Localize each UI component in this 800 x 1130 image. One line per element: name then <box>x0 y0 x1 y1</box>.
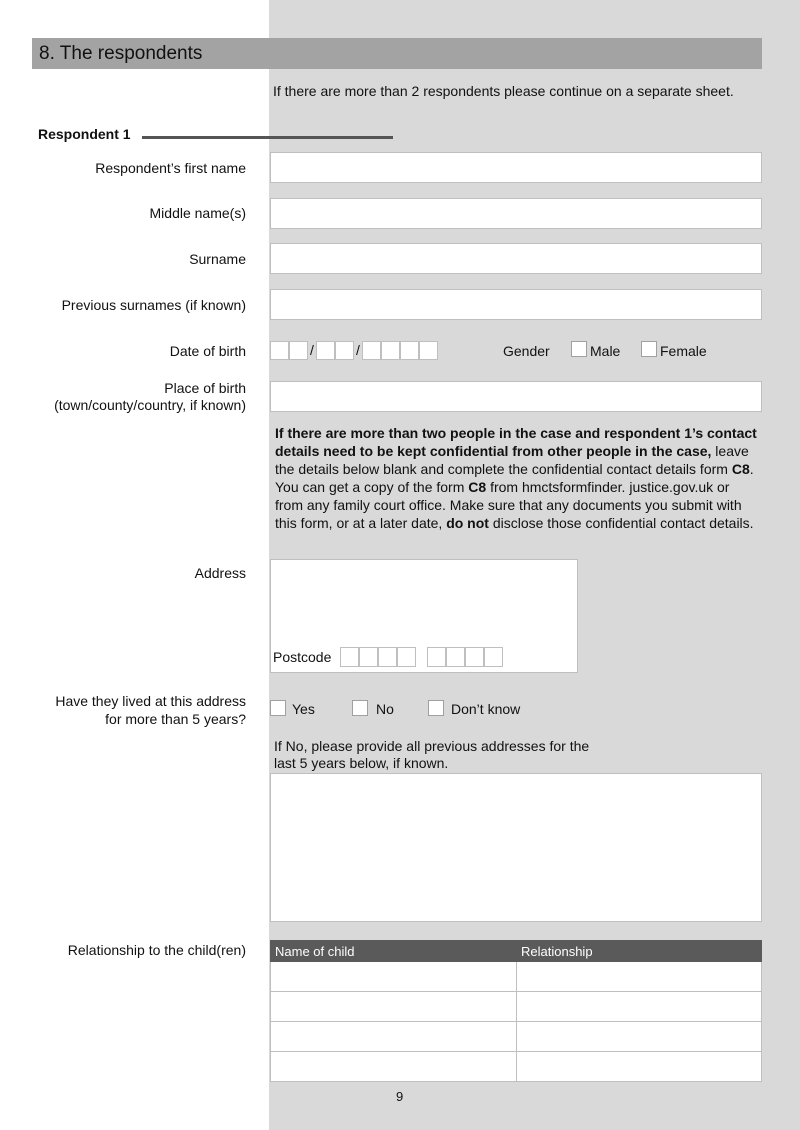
table-row[interactable] <box>270 1052 762 1082</box>
confidential-details-note <box>275 424 759 532</box>
gender-label: Gender <box>503 343 550 359</box>
respondent-heading: Respondent 1 <box>38 126 131 142</box>
surname-label: Surname <box>189 251 246 267</box>
page-number: 9 <box>396 1089 404 1104</box>
middle-names-field[interactable] <box>270 198 762 229</box>
postcode-char-box[interactable] <box>359 647 378 667</box>
dob-separator: / <box>310 342 314 358</box>
previous-surnames-field[interactable] <box>270 289 762 320</box>
relationship-label: Relationship to the child(ren) <box>67 942 246 958</box>
lived-at-address-label: Have they lived at this address <box>55 693 246 709</box>
gender-male-checkbox[interactable] <box>571 341 587 357</box>
postcode-char-box[interactable] <box>397 647 416 667</box>
do-not-emphasis: do not <box>446 515 489 531</box>
lived-yes-label: Yes <box>292 701 315 717</box>
postcode-label: Postcode <box>273 649 332 665</box>
postcode-char-box[interactable] <box>465 647 484 667</box>
lived-dont-know-label: Don’t know <box>451 701 521 717</box>
date-of-birth-label: Date of birth <box>169 343 246 359</box>
dob-separator: / <box>356 342 360 358</box>
table-row[interactable] <box>270 992 762 1022</box>
postcode-char-box[interactable] <box>484 647 503 667</box>
relationship-table-header <box>270 940 762 962</box>
dob-year-digit-1[interactable] <box>362 341 381 360</box>
middle-names-label: Middle name(s) <box>149 205 246 221</box>
dob-day-digit-2[interactable] <box>289 341 308 360</box>
postcode-char-box[interactable] <box>446 647 465 667</box>
place-of-birth-label: Place of birth <box>164 380 246 396</box>
previous-surnames-label: Previous surnames (if known) <box>61 297 246 313</box>
confidential-note-text: disclose those confidential contact details. <box>488 515 754 531</box>
postcode-char-box[interactable] <box>427 647 446 667</box>
postcode-char-box[interactable] <box>378 647 397 667</box>
respondent-heading-rule <box>142 136 393 139</box>
place-of-birth-field[interactable] <box>270 381 762 412</box>
form-c8-reference: C8 <box>468 479 487 495</box>
postcode-char-box[interactable] <box>340 647 359 667</box>
dob-year-digit-4[interactable] <box>419 341 438 360</box>
column-header-name-of-child: Name of child <box>275 944 355 959</box>
confidential-note-text: . You can get a copy of the form <box>275 461 754 495</box>
place-of-birth-sublabel: (town/county/country, if known) <box>54 397 246 413</box>
surname-field[interactable] <box>270 243 762 274</box>
gender-male-label: Male <box>590 343 621 359</box>
lived-dont-know-checkbox[interactable] <box>428 700 444 716</box>
address-label: Address <box>194 565 246 581</box>
lived-no-checkbox[interactable] <box>352 700 368 716</box>
dob-day-digit-1[interactable] <box>270 341 289 360</box>
confidential-note-text: leave the details below blank and complete the confidential contact details form <box>275 443 749 477</box>
previous-addresses-note: If No, please provide all previous addresses for the <box>274 738 590 754</box>
previous-addresses-field[interactable] <box>270 773 762 922</box>
table-row[interactable] <box>270 962 762 992</box>
table-row[interactable] <box>270 1022 762 1052</box>
form-c8-reference: C8 <box>731 461 750 477</box>
section-title: 8. The respondents <box>32 38 762 69</box>
dob-month-digit-2[interactable] <box>335 341 354 360</box>
intro-note: If there are more than 2 respondents please continue on a separate sheet. <box>273 83 734 99</box>
dob-year-digit-3[interactable] <box>400 341 419 360</box>
lived-yes-checkbox[interactable] <box>270 700 286 716</box>
previous-addresses-note-line2: last 5 years below, if known. <box>274 755 449 771</box>
lived-at-address-sublabel: for more than 5 years? <box>105 711 246 727</box>
confidential-note-intro: If there are more than two people in the case and respondent 1’s contact details need to be kept confidential from other people in the case, <box>275 425 757 459</box>
first-name-label: Respondent’s first name <box>95 160 246 176</box>
gender-female-checkbox[interactable] <box>641 341 657 357</box>
lived-no-label: No <box>376 701 394 717</box>
gender-female-label: Female <box>660 343 707 359</box>
dob-month-digit-1[interactable] <box>316 341 335 360</box>
confidential-note-text: from hmctsformfinder. justice.gov.uk or from any family court office. Make sure that any documents you submit with this form, or at a later date, <box>275 479 742 531</box>
column-header-relationship: Relationship <box>521 944 593 959</box>
first-name-field[interactable] <box>270 152 762 183</box>
dob-year-digit-2[interactable] <box>381 341 400 360</box>
